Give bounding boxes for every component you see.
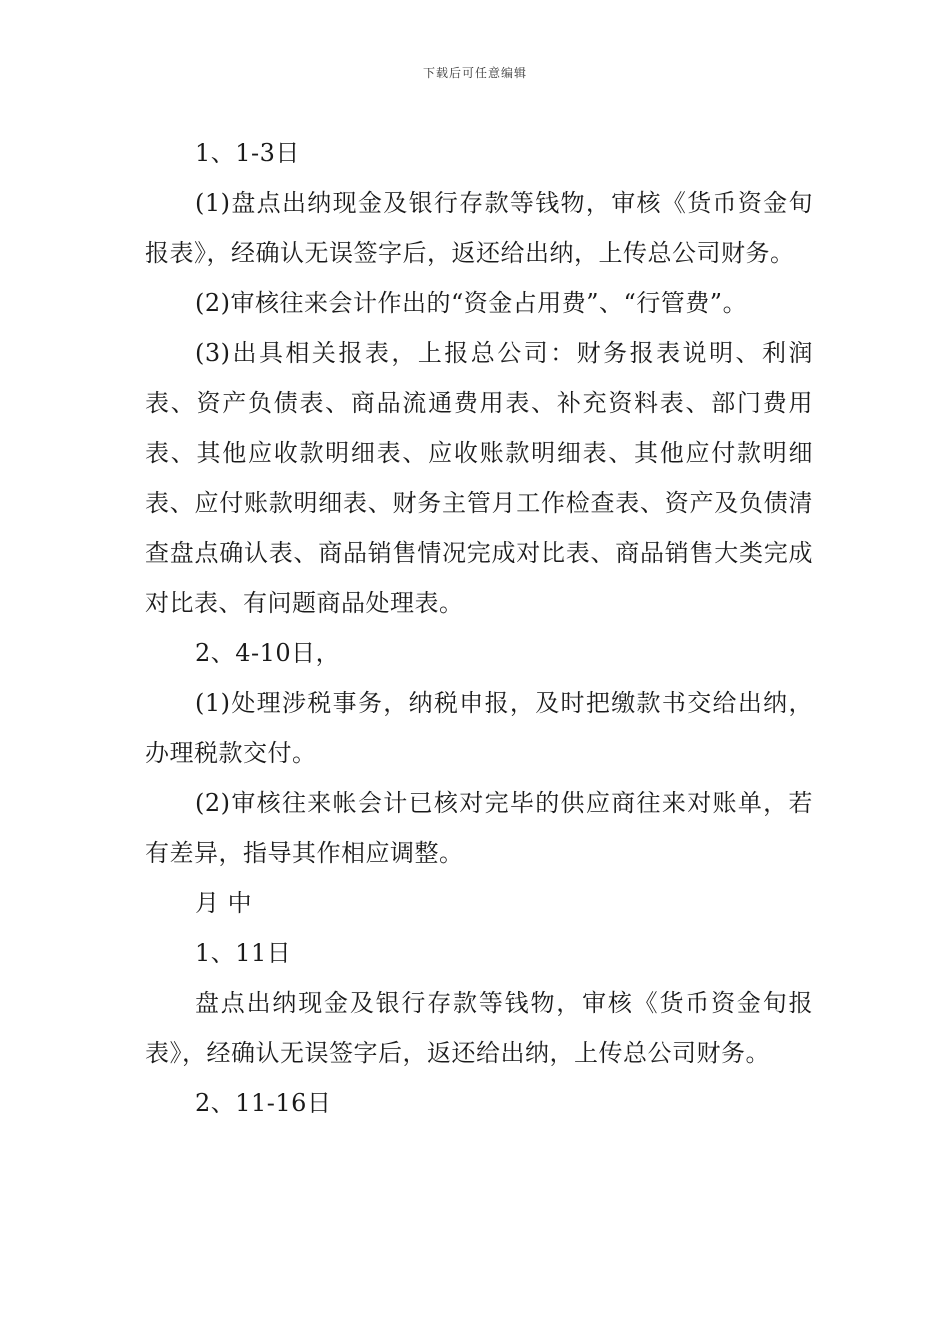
paragraph-item-3: (3)出具相关报表，上报总公司：财务报表说明、利润表、资产负债表、商品流通费用表、补充资料表、部门费用表、其他应收款明细表、应收账款明细表、其他应付款明细表、应付账款明细表、财务主管月工作检查表、资产及负债清查盘点确认表、商品销售情况完成对比表、商品销售大类完成对比表、有问题商品处理表。 — [145, 339, 813, 617]
paragraph-item-1: (1)盘点出纳现金及银行存款等钱物，审核《货币资金旬报表》，经确认无误签字后，返还给出纳，上传总公司财务。 — [145, 189, 813, 267]
section-heading-11: 1、11日 — [195, 939, 292, 967]
section-heading-11-16: 2、11-16日 — [195, 1089, 332, 1117]
paragraph-item-4: (1)处理涉税事务，纳税申报，及时把缴款书交给出纳，办理税款交付。 — [145, 689, 813, 767]
paragraph-item-6: 盘点出纳现金及银行存款等钱物，审核《货币资金旬报表》，经确认无误签字后，返还给出纳，上传总公司财务。 — [145, 989, 813, 1067]
section-heading-4-10: 2、4-10日， — [195, 639, 341, 667]
page-header-note: 下载后可任意编辑 — [422, 66, 527, 80]
section-heading-1-3: 1、1-3日 — [195, 139, 300, 167]
paragraph-item-2: (2)审核往来会计作出的“资金占用费”、“行管费”。 — [195, 289, 748, 317]
document-body — [145, 128, 813, 1128]
paragraph-item-5: (2)审核往来帐会计已核对完毕的供应商往来对账单，若有差异，指导其作相应调整。 — [145, 789, 813, 867]
section-heading-mid-month: 月 中 — [195, 889, 253, 917]
